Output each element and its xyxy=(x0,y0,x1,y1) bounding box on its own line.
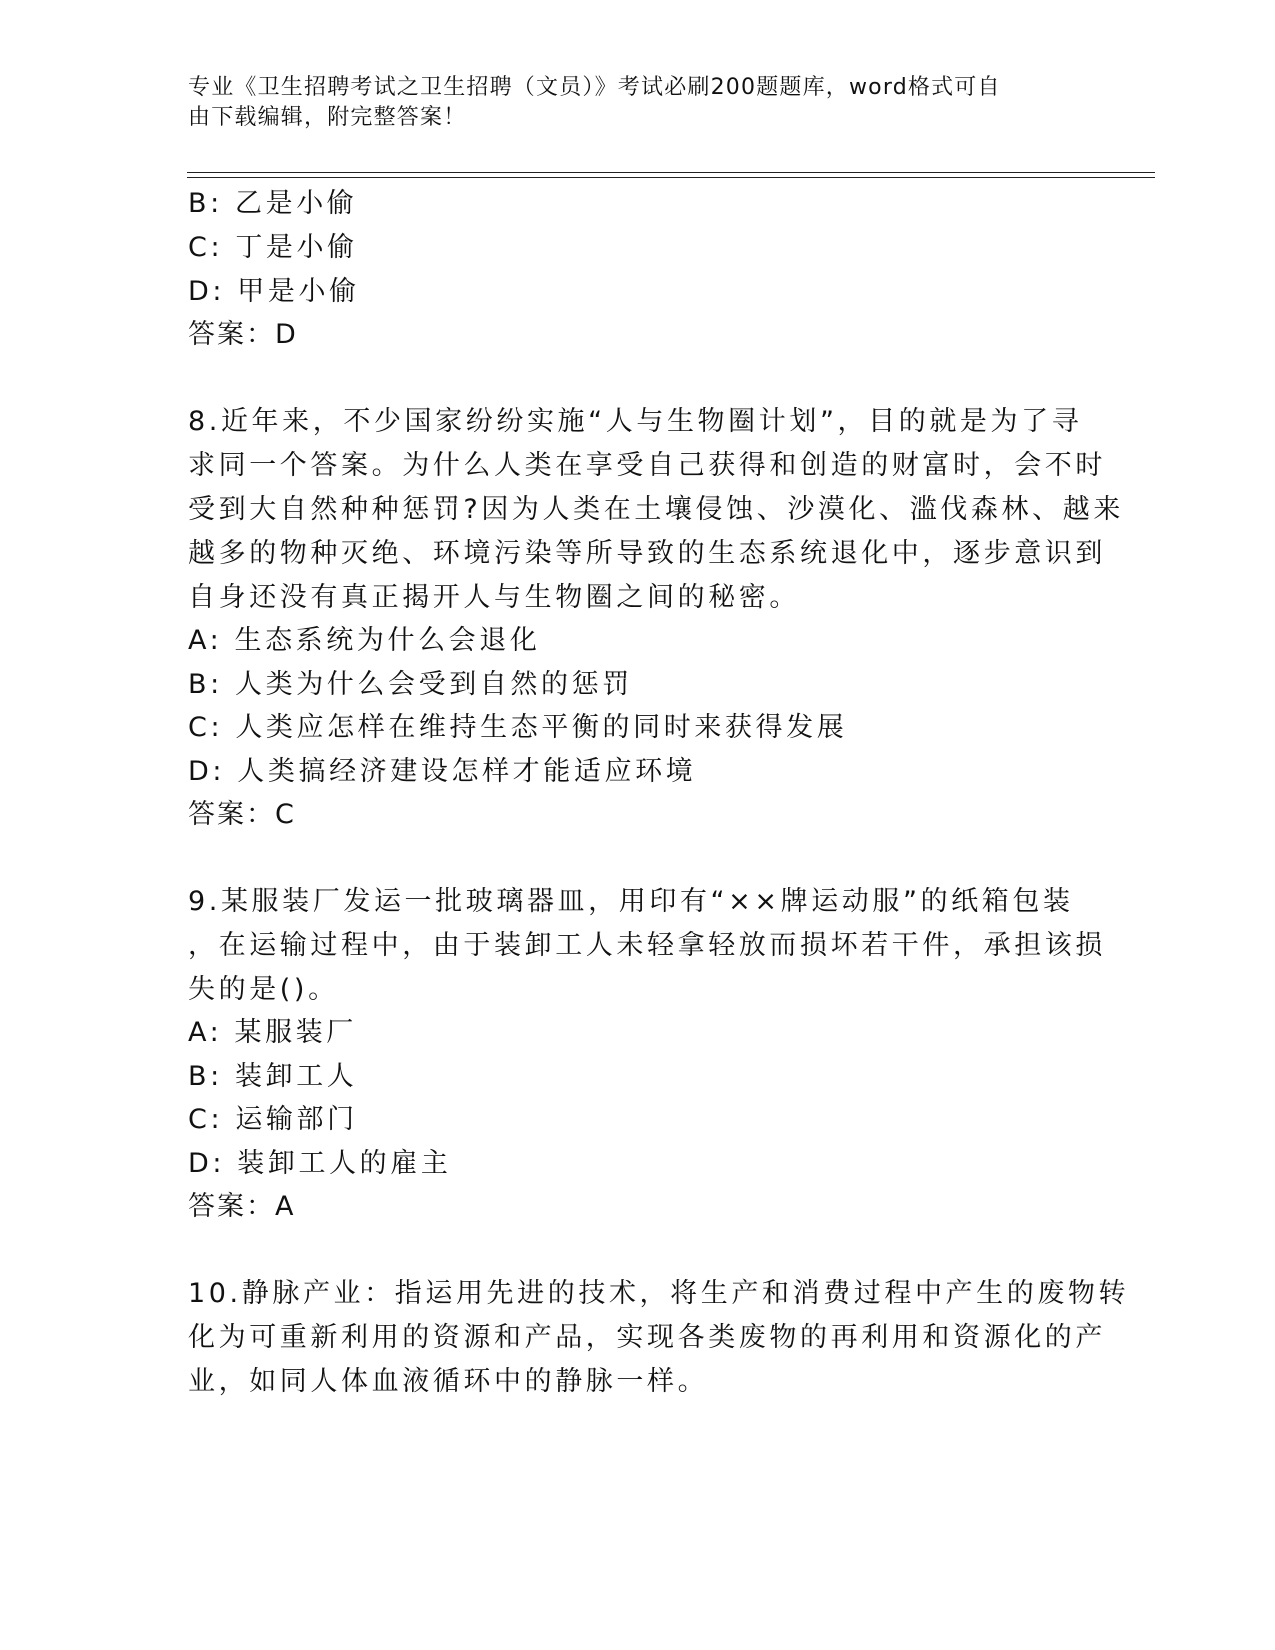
question-text-line: 受到大自然种种惩罚?因为人类在土壤侵蚀、沙漠化、滥伐森林、越来 xyxy=(188,494,1124,525)
option-c: C: 运输部门 xyxy=(188,1104,358,1135)
question-text-line: 越多的物种灭绝、环境污染等所导致的生态系统退化中，逐步意识到 xyxy=(188,538,1106,569)
option-b: B: 乙是小偷 xyxy=(188,188,358,219)
option-a: A: 生态系统为什么会退化 xyxy=(188,625,541,656)
option-c: C: 丁是小偷 xyxy=(188,232,358,263)
question-text-line: 9.某服装厂发运一批玻璃器皿，用印有“××牌运动服”的纸箱包装 xyxy=(188,886,1074,917)
option-b: B: 人类为什么会受到自然的惩罚 xyxy=(188,669,633,700)
question-text-line: 10.静脉产业：指运用先进的技术，将生产和消费过程中产生的废物转 xyxy=(188,1278,1130,1309)
question-text-line: 8.近年来，不少国家纷纷实施“人与生物圈计划”，目的就是为了寻 xyxy=(188,406,1083,437)
option-d: D: 人类搞经济建设怎样才能适应环境 xyxy=(188,756,697,787)
option-b: B: 装卸工人 xyxy=(188,1061,358,1092)
question-text-line: ，在运输过程中，由于装卸工人未轻拿轻放而损坏若干件，承担该损 xyxy=(188,930,1106,961)
answer: 答案：D xyxy=(188,319,298,350)
question-text-line: 业，如同人体血液循环中的静脉一样。 xyxy=(188,1366,709,1397)
header-rule-bottom xyxy=(187,177,1155,178)
question-text-line: 化为可重新利用的资源和产品，实现各类废物的再利用和资源化的产 xyxy=(188,1322,1106,1353)
question-text-line: 失的是()。 xyxy=(188,974,339,1005)
option-d: D: 甲是小偷 xyxy=(188,276,360,307)
answer: 答案：C xyxy=(188,799,296,830)
answer: 答案：A xyxy=(188,1191,296,1222)
header-line: 专业《卫生招聘考试之卫生招聘（文员）》考试必刷200题题库，word格式可自 xyxy=(188,75,1001,100)
header-rule-top xyxy=(187,172,1155,173)
question-text-line: 自身还没有真正揭开人与生物圈之间的秘密。 xyxy=(188,582,800,613)
question-text-line: 求同一个答案。为什么人类在享受自己获得和创造的财富时，会不时 xyxy=(188,450,1106,481)
option-c: C: 人类应怎样在维持生态平衡的同时来获得发展 xyxy=(188,712,848,743)
header-line: 由下载编辑，附完整答案！ xyxy=(188,105,467,130)
option-d: D: 装卸工人的雇主 xyxy=(188,1148,452,1179)
option-a: A: 某服装厂 xyxy=(188,1017,357,1048)
